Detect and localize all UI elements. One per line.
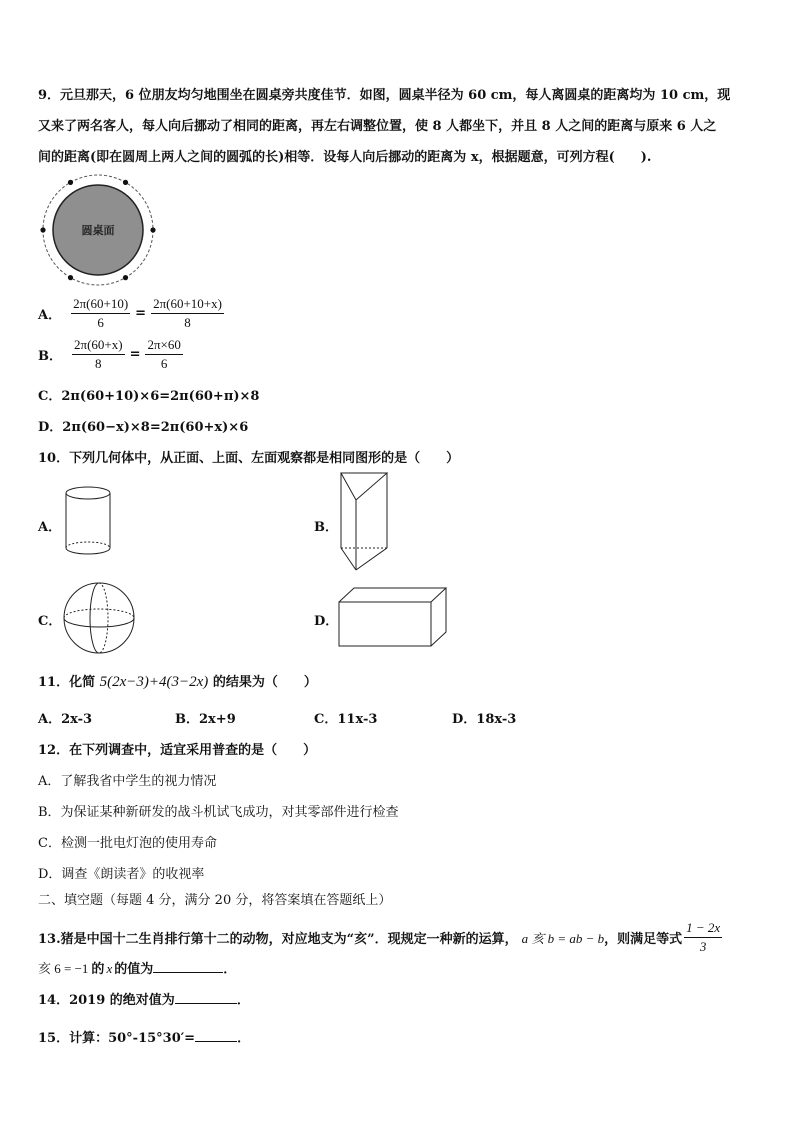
triangular-prism-icon [334,470,394,574]
q9-option-c [38,385,259,404]
q10-option-d-label: D． [314,614,339,629]
stem-prefix: 11．化简 [38,675,96,690]
q13-line1 [38,920,724,955]
q13-fraction [684,920,722,955]
table-label: 圆桌面 [81,224,115,237]
q9-option-a [38,296,226,331]
round-table-figure [36,172,162,290]
equals-sign: = [129,347,141,362]
q13-text-4: 的值为 [114,962,154,977]
option-text: 2π(60−x)×8=2π(60+x)×6 [62,420,249,435]
numerator: 2π×60 [145,337,182,355]
q9-line1: 9．元旦那天，6 位朋友均匀地围坐在圆桌旁共度佳节．如图，圆桌半径为 60 cm，每人离圆桌的距离均为 10 cm，现 [38,88,731,103]
q14 [38,989,250,1008]
sphere-icon [60,580,138,656]
q12-option-c: C．检测一批电灯泡的使用寿命 [38,836,217,851]
seat-dot [123,180,128,185]
numerator: 2π(60+10) [71,296,130,314]
q10-stem: 10．下列几何体中，从正面、上面、左面观察都是相同图形的是（ ） [38,451,460,466]
q14-period: ． [236,993,250,1008]
q13-answer-blank[interactable] [153,960,223,973]
q12-stem: 12．在下列调查中，适宜采用普查的是（ ） [38,743,317,758]
seat-dot [123,275,128,280]
q13-period: ． [223,962,237,977]
q15-period: ． [237,1031,251,1046]
option-label: C． [38,389,62,404]
fraction-left [72,337,125,372]
rectangular-box-icon [336,586,450,650]
q11-option-d [452,708,516,727]
q13-text-3: 的 [91,962,105,977]
section-heading-fill-in: 二、填空题（每题 4 分，满分 20 分，将答案填在答题纸上） [38,893,392,908]
q15-text: 15．计算：50°-15°30′= [38,1031,196,1046]
option-value: 11x-3 [337,712,378,727]
q10-option-a-label: A． [38,520,62,535]
q9-option-d [38,416,248,435]
q9-line3: 间的距离(即在圆周上两人之间的圆弧的长)相等．设每人向后挪动的距离为 x，根据题意，可列方程( ). [38,150,652,165]
equals-sign: = [135,306,147,321]
numerator: 1 − 2x [684,920,722,938]
option-value: 2x-3 [61,712,93,727]
denominator: 8 [95,356,102,371]
seat-dot [40,227,45,232]
q9-line2: 又来了两名客人，每人向后挪动了相同的距离，再左右调整位置，使 8 人都坐下，并且 8 人之间的距离与原来 6 人之 [38,119,717,134]
fraction-right [145,337,182,372]
fraction-right [151,296,224,331]
denominator: 6 [97,315,104,330]
q14-text: 14．2019 的绝对值为 [38,993,175,1008]
q11-stem [38,671,317,691]
option-value: 18x-3 [476,712,517,727]
q11-option-b [175,708,236,727]
option-label: A． [38,308,62,323]
q15 [38,1027,250,1046]
q11-option-a [38,708,92,727]
denominator: 3 [699,939,707,954]
q10-option-b-label: B． [314,520,338,535]
option-text: 2π(60+10)×6=2π(60+π)×8 [61,389,260,404]
numerator: 2π(60+x) [72,337,125,355]
denominator: 8 [184,315,191,330]
numerator: 2π(60+10+x) [151,296,224,314]
q14-answer-blank[interactable] [175,991,237,1004]
option-label: B． [38,349,62,364]
q10-option-c-label: C． [38,614,62,629]
q13-operation-definition: a 亥 b = ab − b [521,931,605,946]
seat-dot [150,227,155,232]
seat-dot [68,180,73,185]
fraction-left [71,296,130,331]
option-label: C． [314,712,338,727]
q15-answer-blank[interactable] [195,1029,237,1042]
q13-equation: 亥 6 = −1 [38,961,89,976]
q11-option-c [314,708,377,727]
option-label: D． [38,420,63,435]
option-label: D． [452,712,477,727]
seat-dot [68,275,73,280]
option-label: B． [175,712,199,727]
denominator: 6 [160,356,168,371]
stem-suffix: 的结果为（ ） [212,675,317,690]
q12-option-a: A．了解我省中学生的视力情况 [38,774,217,789]
option-value: 2x+9 [199,712,236,727]
q13-line2 [38,958,236,977]
q13-text: 13.猪是中国十二生肖排行第十二的动物，对应地支为“亥”．现规定一种新的运算， [38,932,518,947]
cylinder-icon [60,484,116,558]
q13-variable: x [106,961,113,976]
q13-text-2: ，则满足等式 [604,932,683,947]
q12-option-d: D．调查《朗读者》的收视率 [38,867,205,882]
q9-option-b [38,337,185,372]
q11-expression: 5(2x−3)+4(3−2x) [99,674,209,690]
q12-option-b: B．为保证某种新研发的战斗机试飞成功，对其零部件进行检查 [38,805,399,820]
option-label: A． [38,712,62,727]
